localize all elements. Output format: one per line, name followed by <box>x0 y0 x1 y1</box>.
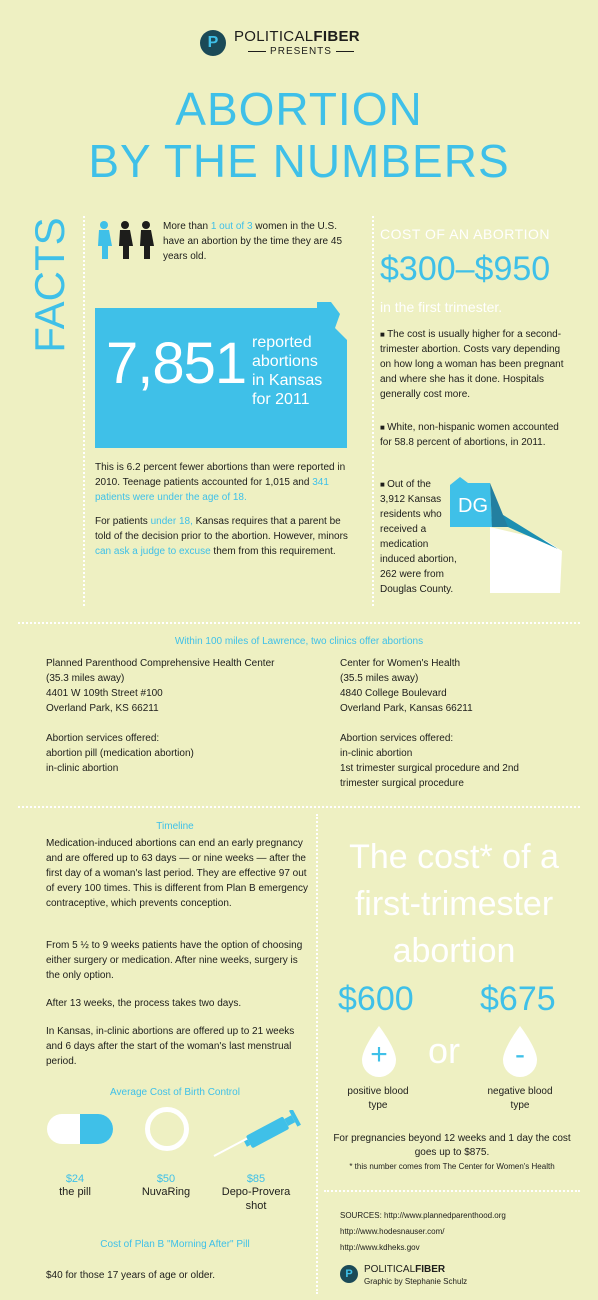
clinic-right-street: 4840 College Boulevard <box>340 688 447 699</box>
kansas-label: reported abortions in Kansas for 2011 <box>252 334 323 408</box>
sources-divider <box>324 1190 580 1192</box>
clinic-left-name: Planned Parenthood Comprehensive Health Center <box>46 658 275 669</box>
clinic-right <box>340 656 560 791</box>
clinics-divider-top <box>18 622 580 624</box>
clinics-heading: Within 100 miles of Lawrence, two clinics offer abortions <box>174 636 424 647</box>
brand-suffix: FIBER <box>313 28 360 45</box>
clinics-divider-bottom <box>18 806 580 808</box>
timeline-p3: After 13 weeks, the process takes two days. <box>46 998 242 1009</box>
plan-b-heading: Cost of Plan B "Morning After" Pill <box>100 1239 250 1250</box>
syringe-icon <box>212 1110 304 1158</box>
footer-credit: Graphic by Stephanie Schulz <box>364 1277 468 1286</box>
first-trimester-title: The cost* of a first-trimester abortion <box>349 838 559 970</box>
clinic-right-name: Center for Women's Health <box>340 658 461 669</box>
footer-logo: P <box>340 1265 358 1283</box>
clinic-left-distance: (35.3 miles away) <box>46 673 125 684</box>
clinic-right-service-2: 1st trimester surgical procedure and 2nd trimester surgical procedure <box>340 763 519 789</box>
facts-cost-divider <box>372 216 374 606</box>
cost-bullet-1: ■ The cost is usually higher for a second-trimester abortion. Costs vary depending on how long a woman has been pregnant and where she has it done. Hospitals generally cost more. <box>380 327 570 402</box>
item-price: $50 <box>156 1173 176 1185</box>
birth-control-item-1 <box>40 1173 110 1199</box>
cost-footnote: * this number comes from The Center for Women's Health <box>349 1162 555 1171</box>
item-price: $85 <box>246 1173 266 1185</box>
positive-label: positive blood type <box>347 1086 409 1111</box>
pill-icon <box>46 1113 114 1145</box>
logo-letter: P <box>207 34 219 51</box>
timeline-p2: From 5 ½ to 9 weeks patients have the option of choosing either surgery or medication. After nine weeks, surgery is the only option. <box>46 940 303 981</box>
facts-divider <box>83 216 85 606</box>
sources <box>340 1208 506 1256</box>
clinic-left-service-1: abortion pill (medication abortion) <box>46 748 194 759</box>
facts-paragraph-2: For patients under 18, Kansas requires that a parent be told of the decision prior to the abortion. However, minors can ask a judge to excuse them from this requirement. <box>95 516 348 557</box>
timeline-heading: Timeline <box>156 821 194 832</box>
birth-control-item-3 <box>212 1173 300 1213</box>
source-1: SOURCES: http://www.plannedparenthood.org <box>340 1211 506 1220</box>
presents-label: PRESENTS <box>238 46 364 57</box>
positive-sign: + <box>370 1038 388 1071</box>
birth-control-heading: Average Cost of Birth Control <box>110 1087 240 1098</box>
source-3: http://www.kdheks.gov <box>340 1243 420 1252</box>
cost-bullet-3: ■ Out of the 3,912 Kansas residents who received a medication induced abortion, 262 were from Douglas County. <box>380 477 458 597</box>
item-name: Depo-Provera shot <box>221 1186 291 1212</box>
cost-range: $300–$950 <box>380 250 551 288</box>
item-name: NuvaRing <box>141 1186 191 1198</box>
kansas-number: 7,851 <box>106 331 247 396</box>
cost-note: For pregnancies beyond 12 weeks and 1 day the cost goes up to $875. <box>333 1133 571 1158</box>
positive-price: $600 <box>338 980 414 1018</box>
clinic-left <box>46 656 316 776</box>
women-icons <box>95 220 157 260</box>
women-stat-text: More than 1 out of 3 women in the U.S. have an abortion by the time they are 45 years old. <box>163 221 343 262</box>
clinic-left-city: Overland Park, KS 66211 <box>46 703 159 714</box>
item-name: the pill <box>59 1186 91 1198</box>
nuvaring-icon <box>145 1107 189 1151</box>
clinic-right-distance: (35.5 miles away) <box>340 673 419 684</box>
facts-side-label: FACTS <box>26 217 73 353</box>
clinic-right-services-label: Abortion services offered: <box>340 733 454 744</box>
clinic-right-city: Overland Park, Kansas 66211 <box>340 703 473 714</box>
page-title-line1: ABORTION <box>175 83 423 135</box>
county-badge: DG <box>458 495 488 517</box>
page-title-line2: BY THE NUMBERS <box>88 135 510 187</box>
brand-prefix: POLITICAL <box>234 28 314 45</box>
negative-label: negative blood type <box>487 1086 553 1111</box>
cost-trimester: in the first trimester. <box>380 299 503 315</box>
clinic-right-service-1: in-clinic abortion <box>340 748 413 759</box>
cost-bullet-2: ■ White, non-hispanic women accounted for 58.8 percent of abortions, in 2011. <box>380 420 570 450</box>
negative-sign: - <box>515 1038 525 1071</box>
timeline-divider <box>316 814 318 1294</box>
brand-name <box>234 28 360 45</box>
header <box>0 0 598 200</box>
negative-price: $675 <box>480 980 556 1018</box>
clinic-left-street: 4401 W 109th Street #100 <box>46 688 163 699</box>
source-2: http://www.hodesnauser.com/ <box>340 1227 445 1236</box>
facts-paragraph-1: This is 6.2 percent fewer abortions than were reported in 2010. Teenage patients accounted for 1,015 and 341 patients were under the age of 18. <box>95 462 346 503</box>
clinic-left-services-label: Abortion services offered: <box>46 733 160 744</box>
clinic-left-service-2: in-clinic abortion <box>46 763 119 774</box>
birth-control-item-2 <box>131 1173 201 1199</box>
item-price: $24 <box>65 1173 85 1185</box>
footer-brand: POLITICALFIBER Graphic by Stephanie Schulz <box>364 1264 468 1286</box>
or-label: or <box>428 1030 461 1071</box>
timeline-p1: Medication-induced abortions can end an early pregnancy and are offered up to 63 days — or nine weeks — after the first day of a woman's last period. They are effective 97 out of every 100 times. This is different from Plan B emergency contraceptive, which prevents conception. <box>46 838 308 909</box>
douglas-county-graphic <box>450 475 570 595</box>
brand-logo <box>200 30 226 56</box>
cost-heading: COST OF AN ABORTION <box>380 226 551 242</box>
timeline-p4: In Kansas, in-clinic abortions are offered up to 21 weeks and 6 days after the start of the woman's last menstrual period. <box>46 1026 295 1067</box>
plan-b-text: $40 for those 17 years of age or older. <box>46 1270 215 1281</box>
